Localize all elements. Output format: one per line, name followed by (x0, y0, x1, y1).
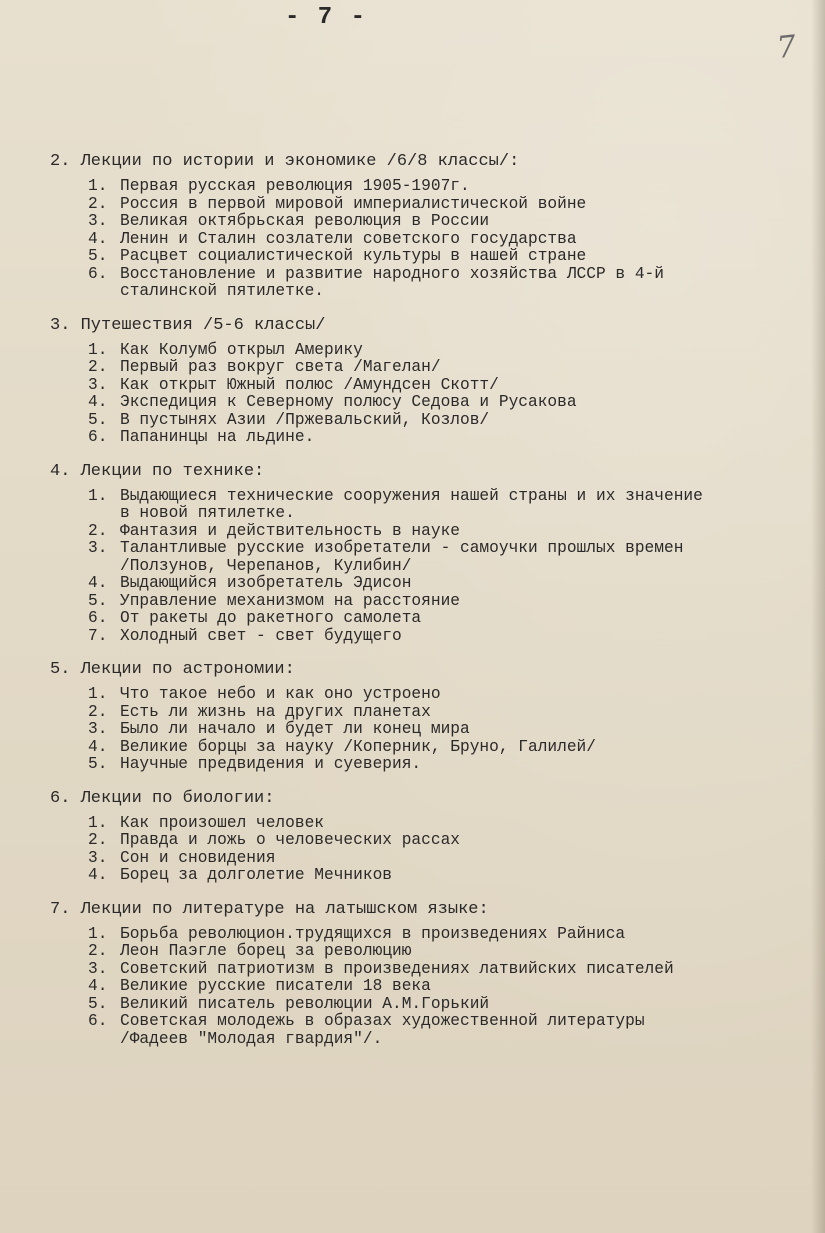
item-text: Управление механизмом на расстояние (120, 591, 460, 610)
item-text: Борец за долголетие Мечников (120, 866, 392, 884)
item-text: Леон Паэгле борец за революцию (120, 942, 412, 960)
section-items (50, 686, 800, 774)
section-title: 2. Лекции по истории и экономике /6/8 классы/: (50, 152, 520, 171)
item-number: 2. (88, 358, 108, 376)
list-item (88, 231, 800, 249)
list-item (88, 196, 800, 214)
list-item (88, 867, 800, 885)
item-number: 6. (88, 609, 108, 627)
item-continuation: в новой пятилетке. (120, 504, 295, 522)
item-number: 5. (88, 410, 108, 429)
item-number: 6. (88, 1012, 108, 1030)
list-item (88, 926, 800, 944)
list-item (88, 178, 800, 196)
item-text: Великая октябрьская революция в России (120, 212, 490, 230)
section-items (50, 815, 800, 885)
list-item (88, 359, 800, 377)
section-items (50, 926, 800, 1049)
item-number: 1. (88, 486, 108, 505)
item-text: Есть ли жизнь на других планетах (120, 702, 431, 721)
list-item (88, 721, 800, 739)
item-number: 6. (88, 428, 108, 446)
item-text: Выдающийся изобретатель Эдисон (120, 574, 412, 592)
list-item (88, 686, 800, 704)
item-number: 3. (88, 539, 108, 557)
item-continuation: /Ползунов, Черепанов, Кулибин/ (120, 556, 412, 575)
item-number: 1. (88, 813, 108, 832)
item-text: Расцвет социалистической культуры в нашей стране (120, 247, 587, 265)
item-number: 1. (88, 685, 108, 703)
item-continuation: /Фадеев "Молодая гвардия"/. (120, 1029, 383, 1048)
item-number: 1. (88, 924, 108, 943)
item-text: Талантливые русские изобретатели - самоучки прошлых времен (120, 539, 684, 557)
item-number: 3. (88, 959, 108, 978)
item-number: 2. (88, 942, 108, 960)
item-number: 3. (88, 212, 108, 230)
item-number: 5. (88, 994, 108, 1013)
item-number: 3. (88, 848, 108, 867)
section-items (50, 178, 800, 301)
item-text: Фантазия и действительность в науке (120, 521, 460, 540)
section-title: 7. Лекции по литературе на латышском языке: (50, 899, 489, 919)
item-number: 4. (88, 229, 108, 248)
item-number: 2. (88, 521, 108, 540)
list-item (88, 248, 800, 266)
item-number: 3. (88, 720, 108, 738)
list-item (88, 377, 800, 395)
item-number: 2. (88, 831, 108, 849)
item-number: 5. (88, 755, 108, 773)
item-text: Россия в первой мировой империалистической войне (120, 194, 587, 213)
list-item (88, 610, 800, 628)
lecture-list (50, 152, 800, 1063)
item-text: Первый раз вокруг света /Магелан/ (120, 358, 441, 376)
item-text: Советский патриотизм в произведениях латвийских писателей (120, 959, 674, 978)
item-text: Великий писатель революции А.М.Горький (120, 994, 490, 1013)
section-technology (50, 462, 800, 646)
list-item (88, 704, 800, 722)
item-text: Борьба революцион.трудящихся в произведениях Райниса (120, 924, 626, 943)
list-item (88, 213, 800, 231)
list-item (88, 575, 800, 593)
list-item (88, 1013, 800, 1048)
section-items (50, 488, 800, 646)
list-item (88, 832, 800, 850)
section-travels (50, 316, 800, 447)
item-number: 5. (88, 591, 108, 610)
list-item (88, 429, 800, 447)
list-item (88, 342, 800, 360)
item-text: Как произошел человек (120, 813, 324, 832)
list-item (88, 943, 800, 961)
item-text: Правда и ложь о человеческих рассах (120, 831, 460, 849)
item-text: Сон и сновидения (120, 848, 276, 867)
item-number: 4. (88, 393, 108, 411)
item-text: Великие русские писатели 18 века (120, 977, 431, 995)
item-text: Ленин и Сталин созлатели советского государства (120, 229, 577, 248)
section-astronomy (50, 660, 800, 774)
section-history-economics (50, 152, 800, 301)
list-item (88, 394, 800, 412)
list-item (88, 266, 800, 301)
section-title: 3. Путешествия /5-6 классы/ (50, 315, 326, 335)
item-text: В пустынях Азии /Пржевальский, Козлов/ (120, 410, 490, 429)
item-text: Папанинцы на льдине. (120, 428, 315, 446)
list-item (88, 540, 800, 575)
item-text: Как Колумб открыл Америку (120, 340, 363, 359)
section-title: 4. Лекции по технике: (50, 461, 265, 481)
item-number: 4. (88, 866, 108, 884)
list-item (88, 523, 800, 541)
item-text: От ракеты до ракетного самолета (120, 609, 422, 627)
item-number: 1. (88, 340, 108, 359)
section-latvian-literature (50, 900, 800, 1049)
item-number: 5. (88, 247, 108, 265)
item-text: Экспедиция к Северному полюсу Седова и Русакова (120, 393, 577, 411)
list-item (88, 815, 800, 833)
item-text: Что такое небо и как оно устроено (120, 685, 441, 703)
list-item (88, 961, 800, 979)
item-number: 7. (88, 626, 108, 645)
list-item (88, 739, 800, 757)
item-text: Холодный свет - свет будущего (120, 626, 402, 645)
item-text: Великие борцы за науку /Коперник, Бруно, Галилей/ (120, 737, 596, 756)
item-number: 4. (88, 977, 108, 995)
item-text: Научные предвидения и суеверия. (120, 755, 422, 773)
item-text: Первая русская революция 1905-1907г. (120, 177, 470, 195)
section-title: 5. Лекции по астрономии: (50, 660, 295, 679)
list-item (88, 628, 800, 646)
item-number: 4. (88, 574, 108, 592)
list-item (88, 488, 800, 523)
page-number: - 7 - (285, 4, 368, 31)
section-items (50, 342, 800, 447)
item-text: Восстановление и развитие народного хозяйства ЛССР в 4-й (120, 264, 664, 283)
item-continuation: сталинской пятилетке. (120, 282, 324, 300)
list-item (88, 756, 800, 774)
item-text: Как открыт Южный полюс /Амундсен Скотт/ (120, 375, 499, 394)
item-text: Выдающиеся технические сооружения нашей страны и их значение (120, 486, 703, 505)
archive-page-mark: 7 (775, 29, 798, 66)
list-item (88, 850, 800, 868)
section-biology (50, 789, 800, 885)
item-text: Было ли начало и будет ли конец мира (120, 720, 470, 738)
item-number: 6. (88, 264, 108, 283)
item-number: 2. (88, 194, 108, 213)
list-item (88, 978, 800, 996)
page-edge-shadow (811, 0, 825, 1233)
list-item (88, 412, 800, 430)
list-item (88, 996, 800, 1014)
item-number: 1. (88, 177, 108, 195)
section-title: 6. Лекции по биологии: (50, 788, 275, 808)
item-text: Советская молодежь в образах художественной литературы (120, 1012, 645, 1030)
list-item (88, 593, 800, 611)
item-number: 3. (88, 375, 108, 394)
item-number: 4. (88, 737, 108, 756)
item-number: 2. (88, 702, 108, 721)
